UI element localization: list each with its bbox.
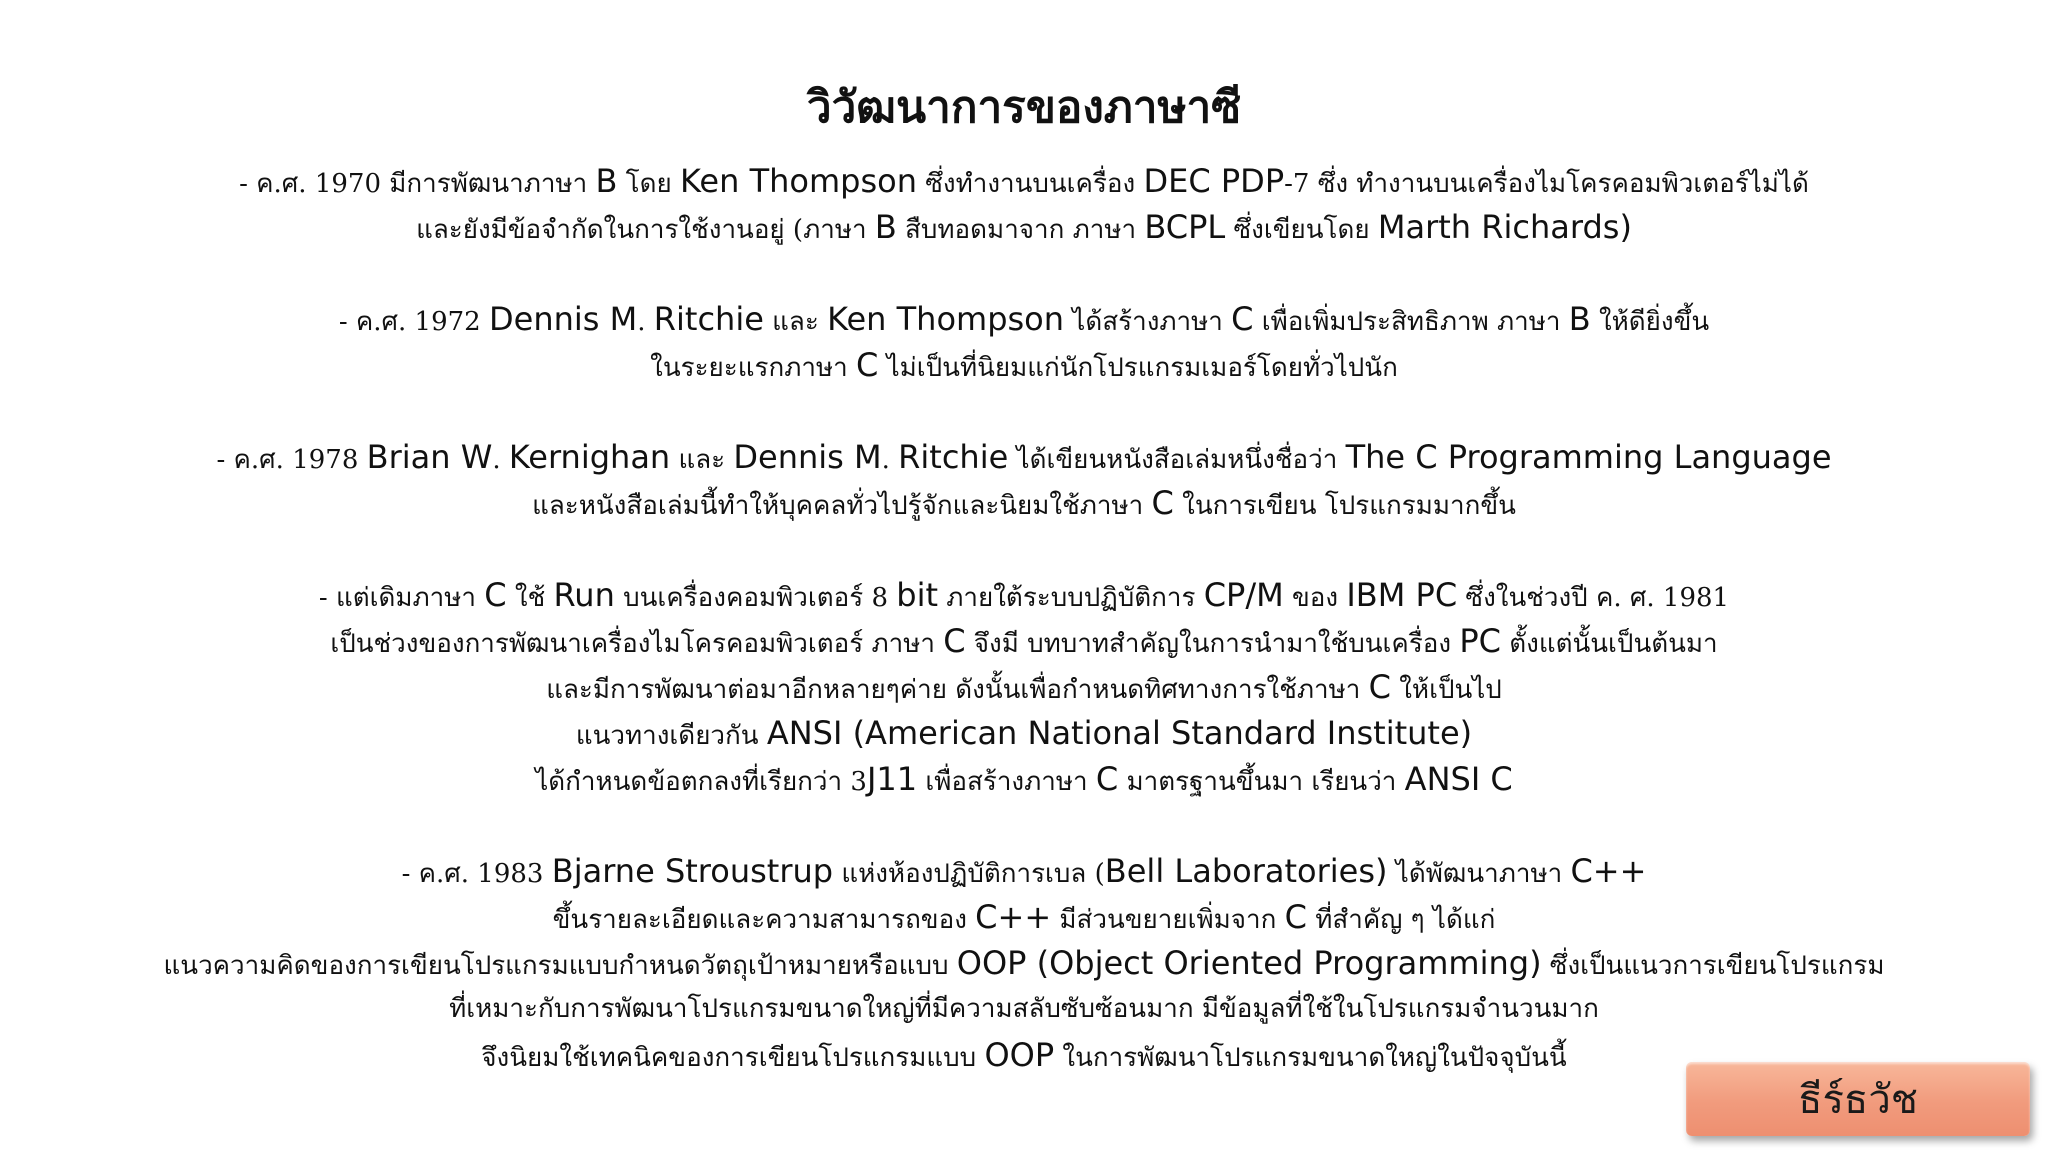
paragraph-line: ขึ้นรายละเอียดและความสามารถของ C++ มีส่วนขยายเพิ่มจาก C ที่สำคัญ ๆ ได้แก่ (552, 898, 1496, 936)
paragraph-line: ในระยะแรกภาษา C ไม่เป็นที่นิยมแก่นักโปรแกรมเมอร์โดยทั่วไปนัก (650, 346, 1398, 384)
paragraph-line: แนวทางเดียวกัน ANSI (American National Standard Institute) (575, 714, 1473, 752)
paragraph-line: และมีการพัฒนาต่อมาอีกหลายๆค่าย ดังนั้นเพื่อกำหนดทิศทางการใช้ภาษา C ให้เป็นไป (546, 668, 1502, 706)
paragraph-line: ที่เหมาะกับการพัฒนาโปรแกรมขนาดใหญ่ที่มีความสลับซับซ้อนมาก มีข้อมูลที่ใช้ในโปรแกรมจำนวนมาก (449, 994, 1599, 1024)
paragraph-line: ได้กำหนดข้อตกลงที่เรียกว่า 3J11 เพื่อสร้างภาษา C มาตรฐานขึ้นมา เรียนว่า ANSI C (535, 760, 1513, 798)
paragraph-line: - ค.ศ. 1972 Dennis M. Ritchie และ Ken Thompson ได้สร้างภาษา C เพื่อเพิ่มประสิทธิภาพ ภาษา B ให้ดียิ่งขึ้น (338, 300, 1710, 338)
paragraph-1972 (150, 296, 1898, 388)
paragraph-1970 (150, 158, 1898, 250)
paragraph-1981 (150, 572, 1898, 802)
slide-content (150, 158, 1898, 1078)
paragraph-line: เป็นช่วงของการพัฒนาเครื่องไมโครคอมพิวเตอร์ ภาษา C จึงมี บทบาทสำคัญในการนำมาใช้บนเครื่อง PC ตั้งแต่นั้นเป็นต้นมา (330, 622, 1718, 660)
paragraph-line: - ค.ศ. 1970 มีการพัฒนาภาษา B โดย Ken Thompson ซึ่งทำงานบนเครื่อง DEC PDP-7 ซึ่ง ทำงานบนเครื่องไมโครคอมพิวเตอร์ไม่ได้ (239, 162, 1809, 200)
paragraph-1978 (150, 434, 1898, 526)
paragraph-line: - ค.ศ. 1983 Bjarne Stroustrup แห่งห้องปฏิบัติการเบล (Bell Laboratories) ได้พัฒนาภาษา C++ (401, 852, 1647, 890)
paragraph-line: - แต่เดิมภาษา C ใช้ Run บนเครื่องคอมพิวเตอร์ 8 bit ภายใต้ระบบปฏิบัติการ CP/M ของ IBM PC ซึ่งในช่วงปี ค. ศ. 1981 (318, 576, 1730, 614)
paragraph-line: แนวความคิดของการเขียนโปรแกรมแบบกำหนดวัตถุเป้าหมายหรือแบบ OOP (Object Oriented Programming) ซึ่งเป็นแนวการเขียนโปรแกรม (163, 944, 1885, 982)
paragraph-1983 (150, 848, 1898, 1078)
author-button[interactable]: ธีร์ธวัช (1686, 1062, 2030, 1136)
slide-title: วิวัฒนาการของภาษาซี (806, 82, 1242, 133)
paragraph-line: และยังมีข้อจำกัดในการใช้งานอยู่ (ภาษา B สืบทอดมาจาก ภาษา BCPL ซึ่งเขียนโดย Marth Richards) (416, 208, 1632, 246)
paragraph-line: และหนังสือเล่มนี้ทำให้บุคคลทั่วไปรู้จักและนิยมใช้ภาษา C ในการเขียน โปรแกรมมากขึ้น (532, 484, 1516, 522)
paragraph-line: จึงนิยมใช้เทคนิคของการเขียนโปรแกรมแบบ OOP ในการพัฒนาโปรแกรมขนาดใหญ่ในปัจจุบันนี้ (481, 1036, 1567, 1074)
paragraph-line: - ค.ศ. 1978 Brian W. Kernighan และ Dennis M. Ritchie ได้เขียนหนังสือเล่มหนึ่งชื่อว่า The C Programming Language (216, 438, 1832, 476)
